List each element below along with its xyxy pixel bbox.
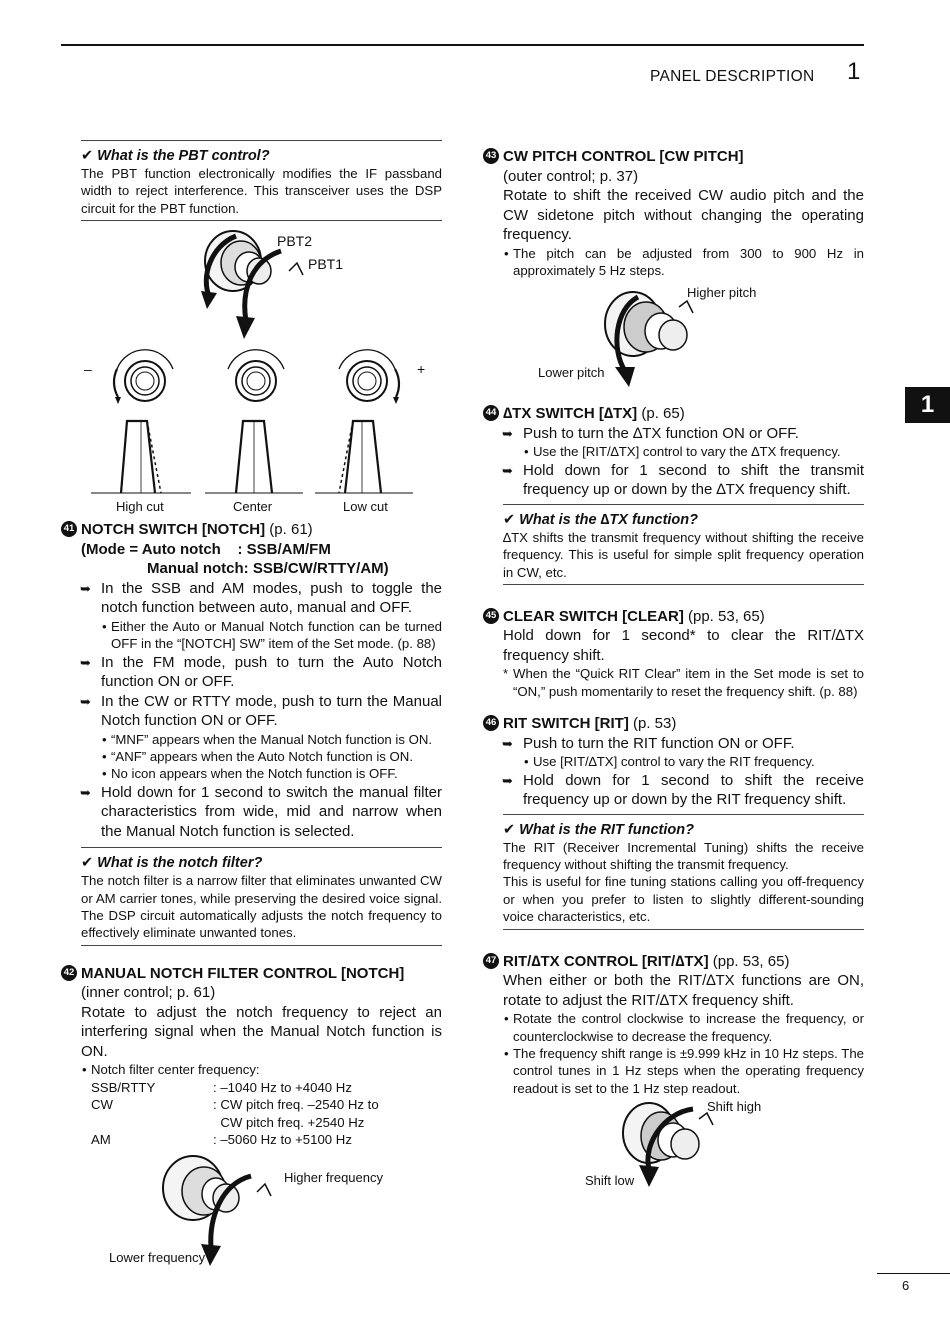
passband-center [205, 421, 303, 493]
section-47-body: When either or both the RIT/∆TX functions are ON, rotate to adjust the RIT/∆TX frequency shift. [503, 972, 864, 1009]
section-41-mode-line2: Manual notch: SSB/CW/RTTY/AM) [147, 560, 389, 578]
knob-low-cut-icon [339, 350, 399, 404]
section-46-page: (p. 53) [628, 715, 677, 733]
shift-high-label: Shift high [707, 1099, 762, 1115]
section-44-heading [483, 404, 864, 424]
passband-low-cut [315, 421, 413, 493]
section-43-bullet-1: • The pitch can be adjusted from 300 to 900 Hz in approximately 5 Hz steps. [483, 245, 864, 280]
notch-spec-row-2 [61, 1096, 442, 1113]
chapter-tab: 1 [905, 387, 950, 423]
section-43-number: 43 [483, 148, 499, 164]
dtx-note [503, 504, 864, 585]
section-41-bullet-4: • No icon appears when the Notch function is OFF. [61, 765, 442, 782]
right-column [483, 140, 864, 1189]
section-41-heading [61, 520, 442, 540]
rit-note-text-1: The RIT (Receiver Incremental Tuning) shifts the receive frequency without shifting the transmit frequency. [503, 839, 864, 873]
notch-lower-label: Lower frequency [109, 1250, 206, 1266]
section-41-item-3: ➥ In the CW or RTTY mode, push to turn the Manual Notch function ON or OFF. [61, 692, 442, 731]
lower-pitch-label: Lower pitch [538, 365, 605, 381]
dtx-note-title: ✔ What is the ∆TX function? [503, 511, 699, 528]
shift-low-label: Shift low [585, 1173, 635, 1189]
section-45-footnote: * When the “Quick RIT Clear” item in the Set mode is set to “ON,” push momentarily to reset the frequency shift. (p. 88) [483, 665, 864, 700]
section-46-number: 46 [483, 715, 499, 731]
section-47-page: (pp. 53, 65) [708, 952, 790, 970]
section-46 [483, 714, 864, 809]
notch-spec-row-3 [61, 1114, 442, 1131]
notch-spec-row-4 [61, 1131, 442, 1148]
pbt-diagram [81, 221, 442, 514]
rit-knob-icon [483, 1097, 864, 1189]
notch-spec-mode: SSB/RTTY [91, 1079, 156, 1095]
high-cut-label: High cut [116, 499, 164, 515]
section-47 [483, 952, 864, 1098]
section-45-heading [483, 607, 864, 627]
notch-spec-value: : –5060 Hz to +5100 Hz [213, 1132, 352, 1147]
header-title: PANEL DESCRIPTION [650, 68, 815, 85]
section-41-item-4: ➥ Hold down for 1 second to switch the manual filter characteristics from wide, mid and narrow when the Manual Notch function is selected. [61, 783, 442, 842]
notch-spec-value: : –1040 Hz to +4040 Hz [213, 1079, 352, 1095]
section-41-bullet-2: • “MNF” appears when the Manual Notch function is ON. [61, 731, 442, 748]
section-45-number: 45 [483, 608, 499, 624]
rit-note-text-2: This is useful for fine tuning stations calling you off-frequency or when you prefer to listen to slightly different-sounding voice characteristics, etc. [503, 874, 864, 925]
dtx-note-text: ∆TX shifts the transmit frequency without shifting the receive frequency. This is useful for simple split frequency operation in CW, etc. [503, 529, 864, 580]
notch-knob-icon [61, 1148, 441, 1266]
rit-figure [483, 1097, 864, 1189]
pbt-note [81, 140, 442, 221]
notch-figure [61, 1148, 442, 1266]
notch-spec-value: : CW pitch freq. –2540 Hz to [213, 1097, 379, 1113]
section-41-number: 41 [61, 521, 77, 537]
minus-label: – [84, 361, 92, 378]
pbt1-label: PBT1 [308, 256, 344, 273]
section-44 [483, 404, 864, 499]
section-41-bullet-1: • Either the Auto or Manual Notch function can be turned OFF in the “[NOTCH] SW” item of the Set mode. (p. 88) [61, 618, 442, 653]
section-41-item-2: ➥ In the FM mode, push to turn the Auto Notch function ON or OFF. [61, 653, 442, 692]
section-41-mode-line1: (Mode = Auto notch : SSB/AM/FM [81, 540, 331, 558]
section-44-page: (p. 65) [637, 405, 685, 423]
section-45-body: Hold down for 1 second* to clear the RIT/∆TX frequency shift. [503, 627, 864, 664]
section-44-item-2: ➥ Hold down for 1 second to shift the transmit frequency up or down by the ∆TX frequency shift. [483, 461, 864, 500]
notch-spec-mode: AM [91, 1132, 111, 1147]
section-42-bullet-1: • Notch filter center frequency: [61, 1061, 442, 1078]
notch-spec-mode [91, 1114, 213, 1131]
section-43-body: Rotate to shift the received CW audio pitch and the CW sidetone pitch without changing the operating frequency. [503, 187, 864, 243]
notch-note-text: The notch filter is a narrow filter that eliminates unwanted CW or AM carrier tones, while preserving the desired voice signal. The DSP circuit automatically adjusts the notch frequency to effectively eliminate unwanted tones. [81, 873, 442, 941]
cwpitch-figure [483, 279, 864, 391]
notch-note [81, 847, 442, 946]
pbt2-label: PBT2 [277, 233, 313, 250]
notch-spec-mode: CW [91, 1097, 113, 1113]
knob-center-icon [228, 350, 284, 401]
section-43-subtitle: (outer control; p. 37) [503, 167, 639, 185]
section-44-title: ∆TX SWITCH [∆TX] [503, 405, 638, 423]
section-46-heading [483, 714, 864, 734]
section-42-body: Rotate to adjust the notch frequency to reject an interfering signal when the Manual Notch function is ON. [81, 1003, 442, 1060]
section-42-subtitle: (inner control; p. 61) [81, 984, 216, 1002]
section-46-item-1: ➥ Push to turn the RIT function ON or OFF. [483, 734, 864, 754]
section-41-item-1: ➥ In the SSB and AM modes, push to toggle the notch function between auto, manual and OFF. [61, 579, 442, 618]
plus-label: + [417, 361, 426, 378]
pbt-figure [81, 221, 442, 514]
passband-high-cut [91, 421, 191, 493]
footer-rule [877, 1273, 950, 1274]
section-41-bullet-3: • “ANF” appears when the Auto Notch function is ON. [61, 748, 442, 765]
section-47-number: 47 [483, 953, 499, 969]
notch-spec-row-1 [61, 1079, 442, 1096]
section-45 [483, 607, 864, 700]
section-42-heading [61, 964, 442, 984]
section-44-number: 44 [483, 405, 499, 421]
section-41 [61, 520, 442, 841]
section-43-title: CW PITCH CONTROL [CW PITCH] [503, 148, 744, 165]
rit-note-title: ✔ What is the RIT function? [503, 821, 694, 838]
notch-higher-label: Higher frequency [284, 1170, 383, 1186]
section-41-page: (p. 61) [265, 521, 313, 539]
section-47-title: RIT/∆TX CONTROL [RIT/∆TX] [503, 952, 709, 970]
section-42-number: 42 [61, 965, 77, 981]
pbt-note-text: The PBT function electronically modifies the IF passband width to reject interference. This transceiver uses the DSP circuit for the PBT function. [81, 166, 442, 216]
section-47-heading [483, 952, 864, 972]
section-42-title: MANUAL NOTCH FILTER CONTROL [NOTCH] [81, 964, 405, 982]
section-46-title: RIT SWITCH [RIT] [503, 715, 629, 733]
section-43 [483, 147, 864, 279]
header-rule [61, 44, 864, 46]
knob-high-cut-icon [114, 350, 173, 404]
section-44-item-1: ➥ Push to turn the ∆TX function ON or OFF. [483, 424, 864, 444]
pbt-note-title: ✔ What is the PBT control? [81, 148, 270, 164]
notch-note-title: ✔ What is the notch filter? [81, 855, 263, 872]
section-45-title: CLEAR SWITCH [CLEAR] [503, 607, 684, 625]
header-chapter-number: 1 [847, 58, 861, 85]
page-number: 6 [902, 1278, 910, 1293]
higher-pitch-label: Higher pitch [687, 285, 757, 301]
section-46-bullet-1: • Use [RIT/∆TX] control to vary the RIT frequency. [483, 753, 864, 770]
section-45-page: (pp. 53, 65) [683, 607, 765, 625]
section-42 [61, 964, 442, 1149]
section-47-bullet-2: • The frequency shift range is ±9.999 kHz in 10 Hz steps. The control tunes in 1 Hz steps when the operating frequency readout is set to the 1 Hz step readout. [483, 1045, 864, 1097]
rit-note [503, 814, 864, 930]
section-46-item-2: ➥ Hold down for 1 second to shift the receive frequency up or down by the RIT frequency shift. [483, 771, 864, 810]
section-47-bullet-1: • Rotate the control clockwise to increase the frequency, or counterclockwise to decrease the frequency. [483, 1010, 864, 1045]
center-label: Center [233, 499, 273, 515]
section-44-bullet-1: • Use the [RIT/∆TX] control to vary the ∆TX frequency. [483, 443, 864, 460]
section-43-heading [483, 147, 864, 167]
section-41-title: NOTCH SWITCH [NOTCH] [81, 521, 266, 539]
low-cut-label: Low cut [343, 499, 388, 515]
notch-spec-value: CW pitch freq. +2540 Hz [213, 1114, 365, 1130]
left-column [63, 140, 442, 1266]
